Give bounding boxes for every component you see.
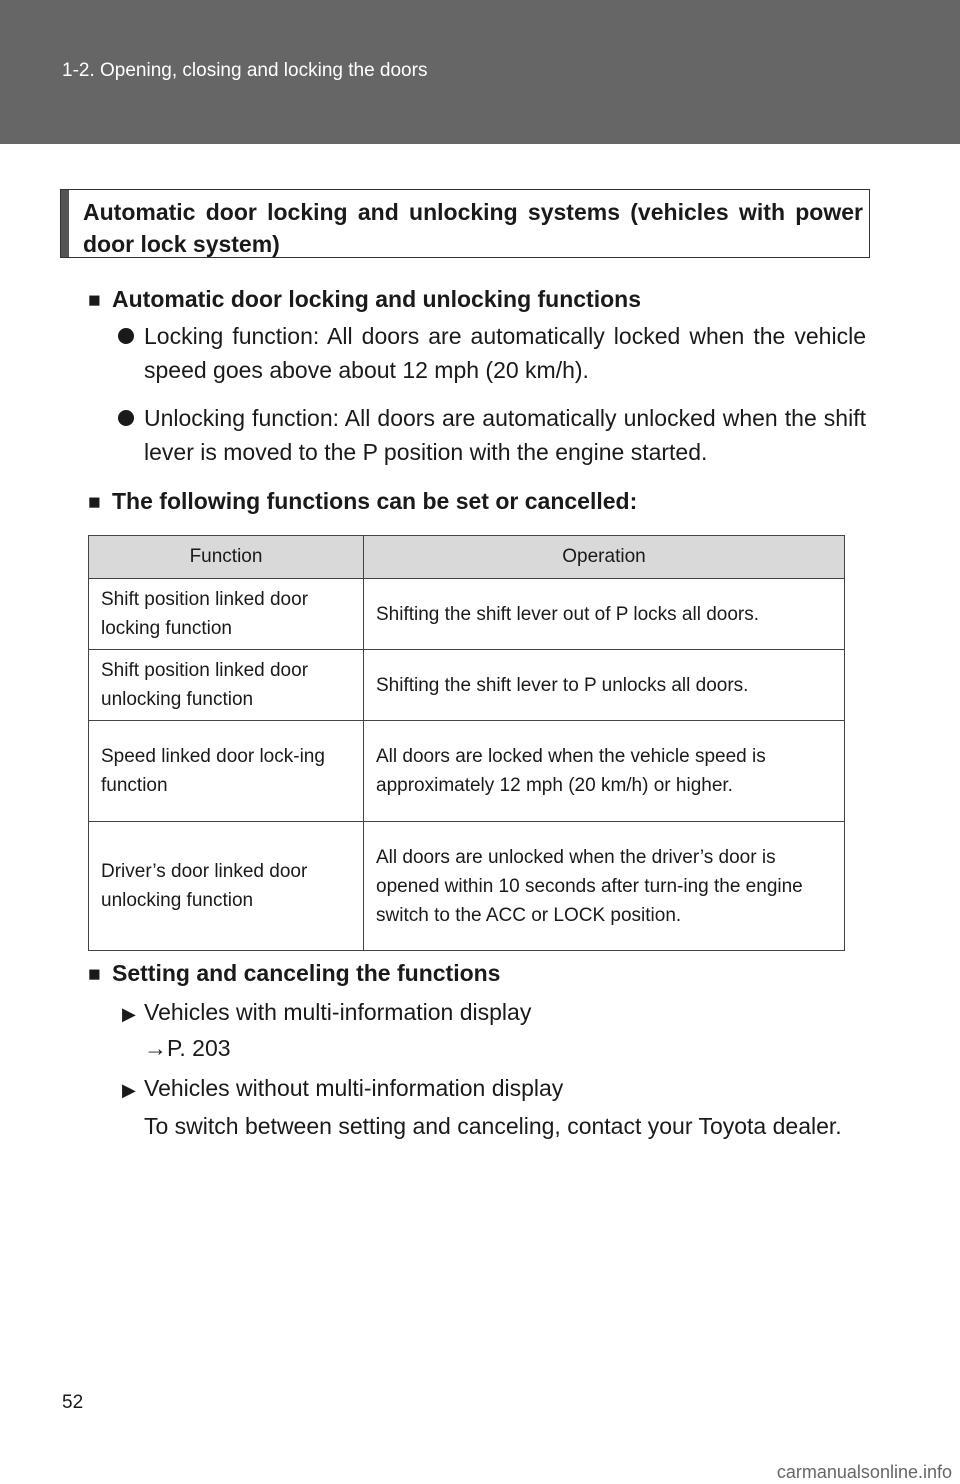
bullet-text: Locking function: All doors are automatically locked when the vehicle speed goes above about 12 mph (20 km/h).	[144, 323, 866, 383]
breadcrumb: 1-2. Opening, closing and locking the doors	[62, 60, 428, 81]
table-cell: Shifting the shift lever to P unlocks all doors.	[364, 650, 845, 721]
table-row	[89, 650, 845, 721]
page-footer	[0, 1462, 960, 1484]
subheading-text: Setting and canceling the functions	[112, 960, 501, 986]
subheading-text: Automatic door locking and unlocking functions	[112, 286, 641, 312]
subheading-text: The following functions can be set or cancelled:	[112, 488, 638, 514]
subheading-functions	[88, 284, 641, 316]
square-bullet-icon: ■	[88, 963, 101, 986]
square-bullet-icon: ■	[88, 491, 101, 514]
square-bullet-icon: ■	[88, 289, 101, 312]
triangle-arrow-icon: ▶	[122, 1080, 136, 1100]
page-number: 52	[62, 1392, 84, 1413]
triangle-arrow-icon: ▶	[122, 1004, 136, 1024]
page-header	[0, 0, 960, 144]
list-item	[122, 1073, 563, 1105]
item-label: Vehicles without multi-information display	[144, 1075, 564, 1101]
watermark-text: carmanualsonline.info	[776, 1462, 952, 1482]
section-accent-bar	[61, 190, 69, 257]
bullet-text: Unlocking function: All doors are automatically unlocked when the shift lever is moved to the P position with the engine started.	[144, 405, 866, 465]
section-title: Automatic door locking and unlocking systems (vehicles with power door lock system)	[83, 199, 863, 257]
page-reference-link[interactable]: →P. 203	[144, 1035, 231, 1061]
list-item	[122, 997, 531, 1029]
item-detail: To switch between setting and canceling, contact your Toyota dealer.	[144, 1113, 842, 1139]
table-row	[89, 721, 845, 822]
table-cell: Driver’s door linked door unlocking function	[89, 822, 364, 951]
list-item	[118, 401, 866, 469]
table-cell: Shift position linked door unlocking function	[89, 650, 364, 721]
subheading-settable	[88, 486, 637, 518]
round-bullet-icon	[118, 328, 134, 344]
section-heading-box	[60, 189, 870, 258]
table-header-row	[89, 536, 845, 579]
table-cell: Speed linked door lock-ing function	[89, 721, 364, 822]
table-cell: Shift position linked door locking function	[89, 579, 364, 650]
column-header-function: Function	[89, 536, 364, 579]
subheading-setting	[88, 958, 500, 990]
table-row	[89, 822, 845, 951]
column-header-operation: Operation	[364, 536, 845, 579]
table-cell: All doors are locked when the vehicle speed is approximately 12 mph (20 km/h) or higher.	[364, 721, 845, 822]
round-bullet-icon	[118, 410, 134, 426]
functions-table	[88, 535, 845, 951]
table-row	[89, 579, 845, 650]
table-cell: All doors are unlocked when the driver’s door is opened within 10 seconds after turn-ing the engine switch to the ACC or LOCK position.	[364, 822, 845, 951]
table-cell: Shifting the shift lever out of P locks all doors.	[364, 579, 845, 650]
item-label: Vehicles with multi-information display	[144, 999, 532, 1025]
list-item	[118, 319, 866, 387]
